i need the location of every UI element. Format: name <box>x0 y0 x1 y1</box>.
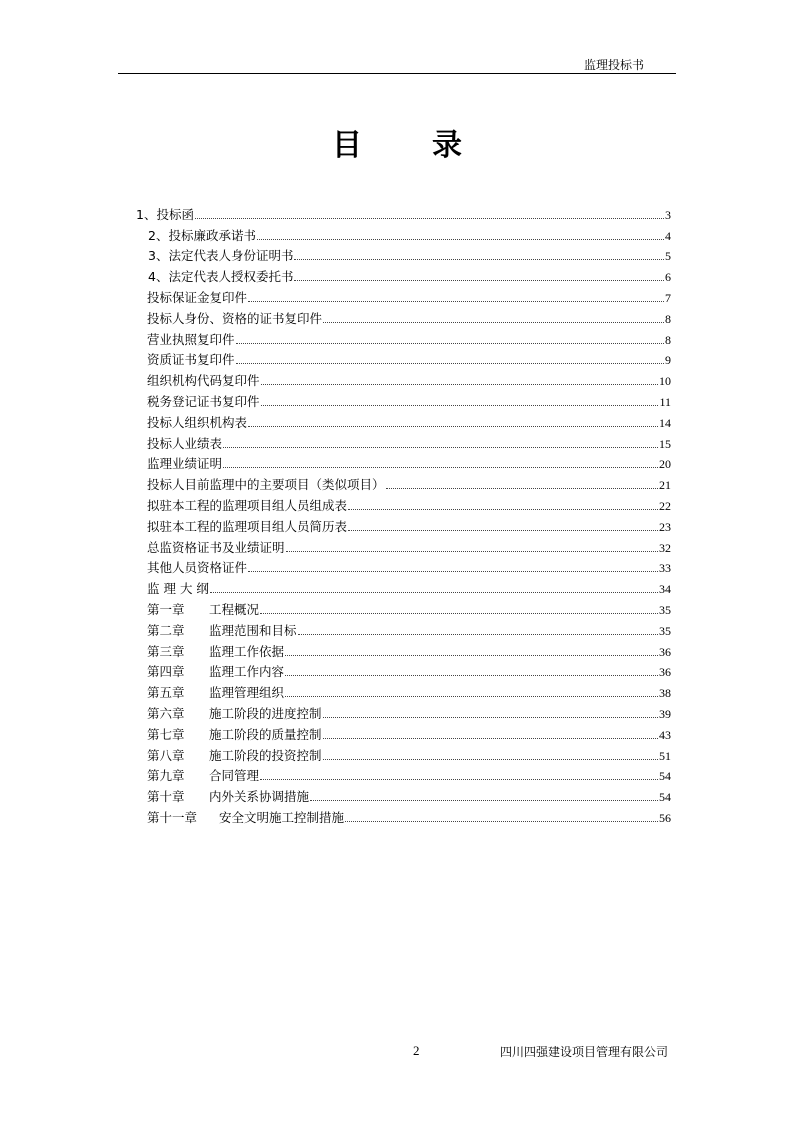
toc-page-number: 33 <box>659 561 671 576</box>
toc-chapter-number: 第五章 <box>147 685 185 701</box>
toc-entry[interactable] <box>136 472 671 493</box>
toc-leader-dots <box>310 799 658 801</box>
toc-page-number: 36 <box>659 665 671 680</box>
toc-entry-label: 税务登记证书复印件 <box>147 393 260 409</box>
toc-entry-label <box>147 766 259 784</box>
toc-leader-dots <box>236 362 664 364</box>
toc-entry-label <box>147 662 284 680</box>
footer-page-number: 2 <box>413 1043 420 1058</box>
toc-entry-label: 投标人身份、资格的证书复印件 <box>147 310 323 326</box>
toc-page-number: 8 <box>665 332 671 347</box>
toc-entry-label <box>147 704 322 722</box>
toc-page-number: 36 <box>659 644 671 659</box>
toc-entry-label: 2、投标廉政承诺书 <box>148 227 256 243</box>
toc-entry[interactable] <box>136 493 671 514</box>
toc-leader-dots <box>195 217 664 219</box>
toc-entry-label: 1、投标函 <box>136 206 194 222</box>
toc-leader-dots <box>260 778 658 780</box>
toc-page-number: 11 <box>659 394 671 409</box>
toc-entry[interactable] <box>136 660 671 681</box>
toc-page-number: 9 <box>665 353 671 368</box>
toc-entry[interactable] <box>136 618 671 639</box>
toc-chapter-number: 第八章 <box>147 747 185 763</box>
page-header <box>118 56 676 76</box>
toc-leader-dots <box>323 737 658 739</box>
toc-leader-dots <box>323 321 664 323</box>
toc-page-number: 35 <box>659 623 671 638</box>
toc-page-number: 15 <box>659 436 671 451</box>
toc-entry[interactable] <box>136 805 671 826</box>
title-char-2: 录 <box>432 128 462 163</box>
toc-entry[interactable] <box>136 327 671 348</box>
header-title: 监理投标书 <box>583 58 644 72</box>
table-of-contents <box>136 202 671 826</box>
toc-leader-dots <box>348 508 658 510</box>
toc-chapter-title: 监理范围和目标 <box>209 622 297 638</box>
toc-leader-dots <box>285 674 658 676</box>
toc-leader-dots <box>294 258 664 260</box>
toc-page-number: 7 <box>665 290 671 305</box>
toc-leader-dots <box>323 716 658 718</box>
toc-entry-label: 资质证书复印件 <box>147 352 235 368</box>
toc-entry-label <box>147 725 322 743</box>
toc-entry[interactable] <box>136 597 671 618</box>
toc-entry[interactable] <box>136 764 671 785</box>
toc-chapter-number: 第七章 <box>147 726 185 742</box>
toc-entry-label: 4、法定代表人授权委托书 <box>148 269 294 285</box>
toc-page-number: 38 <box>659 686 671 701</box>
toc-entry[interactable] <box>136 784 671 805</box>
toc-leader-dots <box>248 570 658 572</box>
toc-entry-label <box>147 683 284 701</box>
toc-chapter-title: 监理工作依据 <box>209 643 285 659</box>
toc-entry-label: 营业执照复印件 <box>147 331 235 347</box>
toc-entry[interactable] <box>136 431 671 452</box>
toc-page-number: 8 <box>665 311 671 326</box>
toc-page-number: 3 <box>665 207 671 222</box>
toc-chapter-number: 第二章 <box>147 622 185 638</box>
toc-chapter-title: 施工阶段的质量控制 <box>209 726 322 742</box>
toc-chapter-title: 工程概况 <box>209 601 260 617</box>
toc-leader-dots <box>345 820 658 822</box>
toc-entry[interactable] <box>136 722 671 743</box>
toc-leader-dots <box>236 342 664 344</box>
toc-chapter-title: 内外关系协调措施 <box>209 789 310 805</box>
toc-entry[interactable] <box>136 244 671 265</box>
toc-leader-dots <box>257 238 664 240</box>
toc-entry[interactable] <box>136 389 671 410</box>
toc-entry[interactable] <box>136 306 671 327</box>
toc-entry-label <box>147 808 344 826</box>
toc-entry[interactable] <box>136 576 671 597</box>
toc-chapter-title: 监理工作内容 <box>209 664 285 680</box>
toc-leader-dots <box>223 466 658 468</box>
toc-page-number: 54 <box>659 769 671 784</box>
toc-page-number: 14 <box>659 415 671 430</box>
toc-chapter-title: 监理管理组织 <box>209 685 285 701</box>
toc-page-number: 43 <box>659 727 671 742</box>
toc-entry[interactable] <box>136 535 671 556</box>
toc-chapter-number: 第十一章 <box>147 809 198 825</box>
toc-entry-label: 拟驻本工程的监理项目组人员简历表 <box>147 518 348 534</box>
toc-entry[interactable] <box>136 410 671 431</box>
toc-entry[interactable] <box>136 556 671 577</box>
header-rule <box>118 73 676 74</box>
toc-entry[interactable] <box>136 223 671 244</box>
toc-entry-label: 组织机构代码复印件 <box>147 373 260 389</box>
page-footer <box>0 1040 794 1060</box>
toc-page-number: 10 <box>659 374 671 389</box>
toc-leader-dots <box>285 654 658 656</box>
toc-page-number: 22 <box>659 498 671 513</box>
toc-chapter-number: 第一章 <box>147 601 185 617</box>
toc-page-number: 23 <box>659 519 671 534</box>
toc-entry[interactable] <box>136 701 671 722</box>
toc-entry-label <box>147 642 284 660</box>
title-char-1: 目 <box>332 128 362 163</box>
toc-leader-dots <box>223 446 658 448</box>
toc-chapter-number: 第九章 <box>147 768 185 784</box>
toc-entry[interactable] <box>136 452 671 473</box>
toc-page-number: 32 <box>659 540 671 555</box>
toc-leader-dots <box>261 383 658 385</box>
toc-entry-label <box>147 621 297 639</box>
toc-entry-label: 投标保证金复印件 <box>147 289 248 305</box>
toc-entry-label <box>147 600 259 618</box>
toc-title <box>332 120 472 163</box>
toc-chapter-title: 施工阶段的投资控制 <box>209 747 322 763</box>
toc-entry[interactable] <box>136 285 671 306</box>
toc-entry-label: 监理业绩证明 <box>147 456 223 472</box>
toc-leader-dots <box>248 300 664 302</box>
footer-company: 四川四强建设项目管理有限公司 <box>500 1045 669 1059</box>
toc-page-number: 34 <box>659 582 671 597</box>
toc-page-number: 20 <box>659 457 671 472</box>
toc-entry-label: 总监资格证书及业绩证明 <box>147 539 285 555</box>
toc-page-number: 21 <box>659 478 671 493</box>
toc-chapter-number: 第十章 <box>147 789 185 805</box>
toc-entry-label: 监 理 大 纲 <box>147 581 209 597</box>
toc-entry-label <box>147 787 309 805</box>
toc-entry[interactable] <box>136 368 671 389</box>
toc-entry[interactable] <box>136 264 671 285</box>
toc-chapter-title: 合同管理 <box>209 768 260 784</box>
toc-page-number: 56 <box>659 810 671 825</box>
toc-leader-dots <box>210 591 658 593</box>
toc-page-number: 4 <box>665 228 671 243</box>
toc-chapter-title: 安全文明施工控制措施 <box>219 809 345 825</box>
toc-leader-dots <box>285 695 658 697</box>
toc-chapter-title: 施工阶段的进度控制 <box>209 705 322 721</box>
toc-leader-dots <box>386 487 658 489</box>
toc-entry[interactable] <box>136 743 671 764</box>
toc-chapter-number: 第六章 <box>147 705 185 721</box>
toc-entry[interactable] <box>136 680 671 701</box>
toc-entry-label <box>147 746 322 764</box>
toc-leader-dots <box>261 404 659 406</box>
toc-leader-dots <box>323 758 658 760</box>
toc-page-number: 35 <box>659 602 671 617</box>
toc-entry[interactable] <box>136 348 671 369</box>
toc-page-number: 51 <box>659 748 671 763</box>
toc-page-number: 54 <box>659 790 671 805</box>
toc-chapter-number: 第四章 <box>147 664 185 680</box>
toc-chapter-number: 第三章 <box>147 643 185 659</box>
toc-entry-label: 拟驻本工程的监理项目组人员组成表 <box>147 497 348 513</box>
toc-entry[interactable] <box>136 639 671 660</box>
toc-leader-dots <box>348 529 658 531</box>
toc-leader-dots <box>294 279 664 281</box>
toc-entry[interactable] <box>136 202 671 223</box>
toc-entry[interactable] <box>136 514 671 535</box>
toc-leader-dots <box>286 550 658 552</box>
toc-page-number: 39 <box>659 706 671 721</box>
toc-page-number: 5 <box>665 249 671 264</box>
toc-entry-label: 3、法定代表人身份证明书 <box>148 248 294 264</box>
toc-entry-label: 投标人业绩表 <box>147 435 223 451</box>
toc-entry-label: 投标人目前监理中的主要项目（类似项目） <box>147 477 385 493</box>
toc-entry-label: 其他人员资格证件 <box>147 560 248 576</box>
toc-leader-dots <box>248 425 658 427</box>
toc-leader-dots <box>298 633 658 635</box>
toc-page-number: 6 <box>665 270 671 285</box>
toc-entry-label: 投标人组织机构表 <box>147 414 248 430</box>
toc-leader-dots <box>260 612 658 614</box>
